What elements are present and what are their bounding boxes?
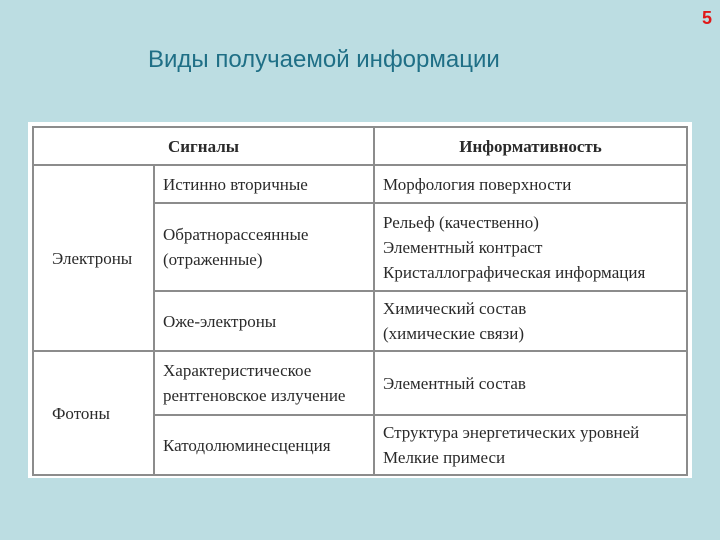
header-informativeness: Информативность xyxy=(374,127,687,165)
info-cell xyxy=(374,165,687,203)
table-header-row xyxy=(33,127,687,165)
info-line: (химические связи) xyxy=(383,324,524,343)
table-row xyxy=(33,165,687,203)
signal-line: Катодолюминесценция xyxy=(163,435,331,455)
signal-info-table xyxy=(32,126,688,476)
slide-title: Виды получаемой информации xyxy=(148,46,500,73)
info-line: Структура энергетических уровней xyxy=(383,423,640,442)
group-photons: Фотоны xyxy=(33,351,154,475)
signal-cell xyxy=(154,351,374,415)
signal-cell xyxy=(154,203,374,291)
signal-line: Истинно вторичные xyxy=(163,174,308,194)
slide-number: 5 xyxy=(701,8,712,28)
info-table-panel xyxy=(28,122,692,478)
header-signals: Сигналы xyxy=(33,127,374,165)
info-line: Элементный состав xyxy=(383,373,526,393)
signal-line: (отраженные) xyxy=(163,250,263,269)
table-row xyxy=(33,351,687,415)
signal-cell xyxy=(154,415,374,475)
info-line: Мелкие примеси xyxy=(383,448,506,467)
info-cell xyxy=(374,415,687,475)
info-cell xyxy=(374,351,687,415)
signal-cell xyxy=(154,165,374,203)
info-line: Химический состав xyxy=(383,299,527,318)
group-electrons: Электроны xyxy=(33,165,154,351)
info-cell xyxy=(374,291,687,351)
info-cell xyxy=(374,203,687,291)
info-line: Морфология поверхности xyxy=(383,174,572,194)
info-line: Элементный контраст xyxy=(383,237,543,257)
info-line: Кристаллографическая информация xyxy=(383,262,646,282)
signal-line: рентгеновское излучение xyxy=(163,386,346,405)
info-line: Рельеф (качественно) xyxy=(383,212,539,232)
signal-line: Обратнорассеянные xyxy=(163,225,309,244)
signal-line: Характеристическое xyxy=(163,361,312,380)
signal-cell xyxy=(154,291,374,351)
signal-line: Оже-электроны xyxy=(163,311,277,331)
